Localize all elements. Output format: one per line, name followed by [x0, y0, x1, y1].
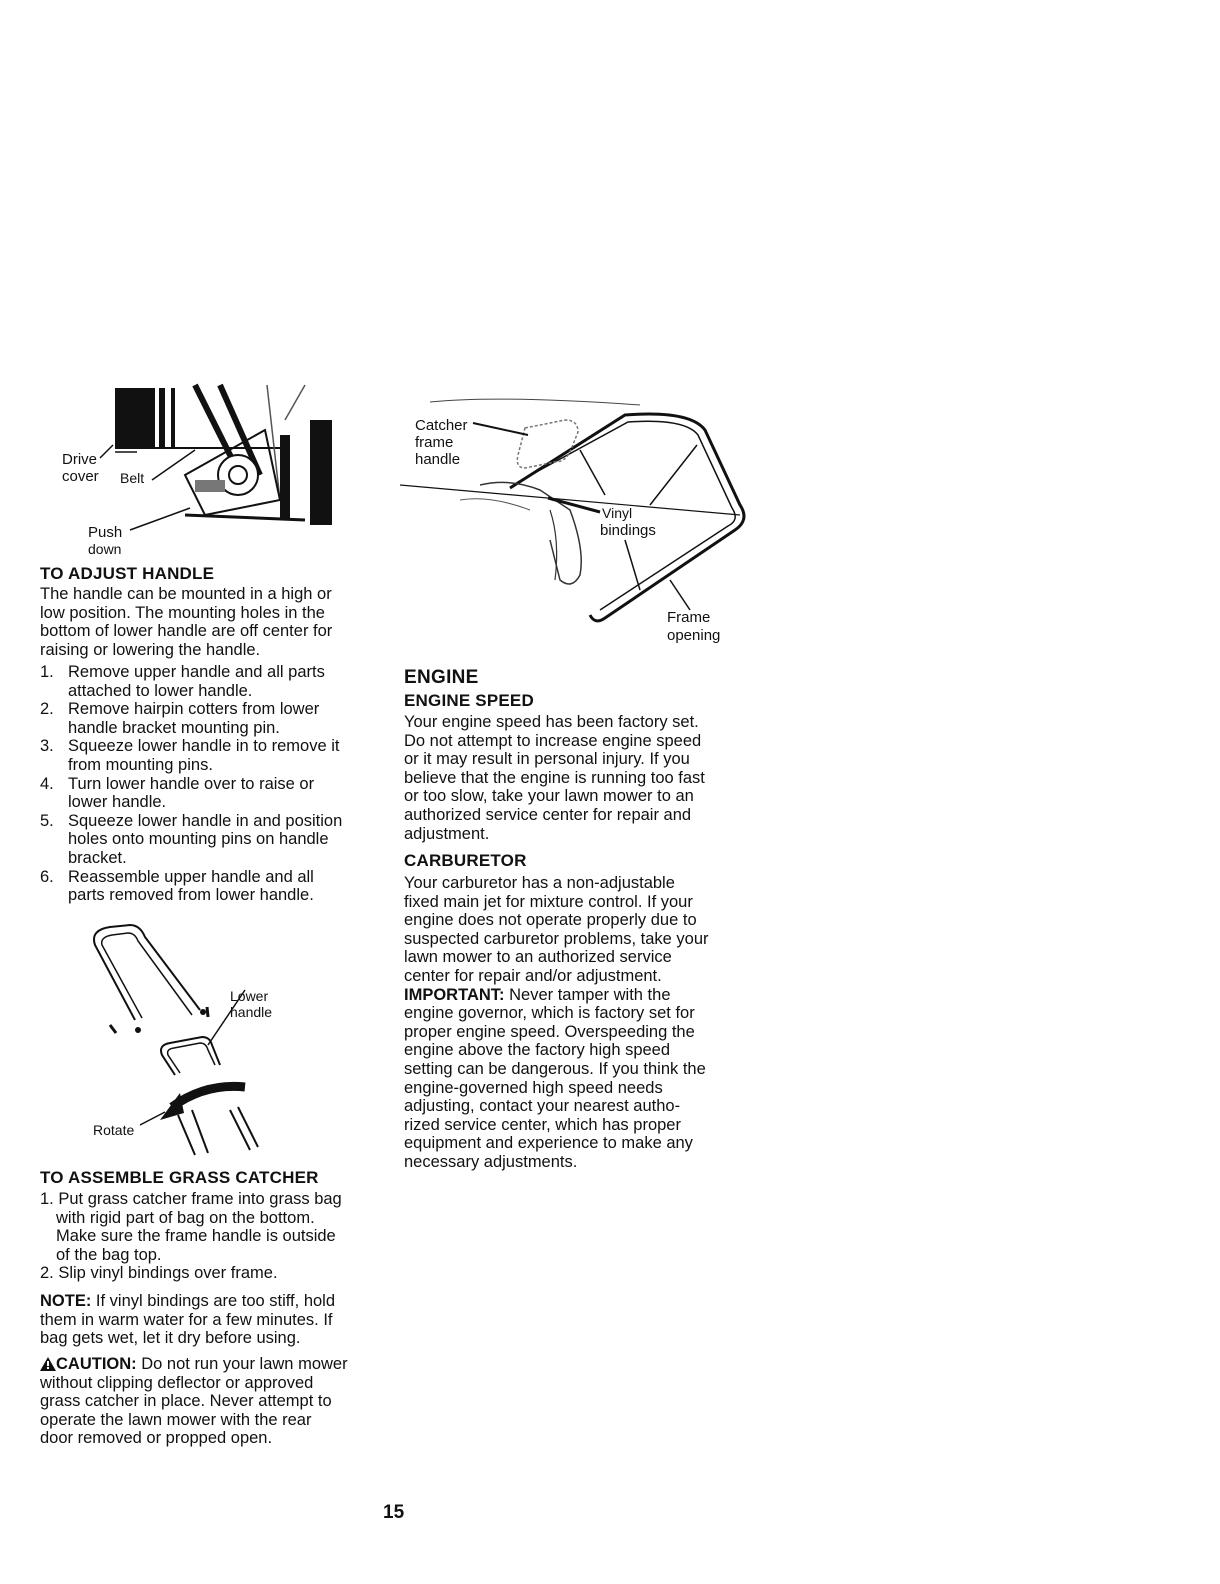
grass-catcher-steps	[40, 1190, 395, 1283]
label-cover: cover	[62, 468, 99, 485]
engine-speed-heading: ENGINE SPEED	[404, 691, 534, 710]
engine-speed-text: Your engine speed has been factory set. Do not attempt to increase engine speed or it may result in personal injury. If you believe that the engine is running too fast or too slow, take your lawn mower to an authorized service center for repair and adjustment.	[404, 713, 705, 843]
label-catcher: Catcher	[415, 417, 468, 434]
label-opening: opening	[667, 627, 721, 644]
carburetor-text: Your carburetor has a non-adjustable fixed main jet for mixture control. If your engine does not operate properly due to suspected carburetor problems, take your lawn mower to an authorized service center for repair and/or adjustment. IMPORTANT: Never tamper with the engine governor, which is factory set for proper engine speed. Overspeeding the engine above the factory high speed setting can be dangerous. If you think the engine-governed high speed needs adjusting, contact your nearest autho- rized service center, which has proper equipment and experience to make any necessary adjustments.	[404, 874, 709, 1171]
step-item: 6. Reassemble upper handle and all parts removed from lower handle.	[40, 867, 314, 905]
label-frame-2: Frame	[667, 609, 711, 626]
adjust-handle-intro	[40, 585, 385, 659]
intro-line: raising or lowering the handle.	[40, 640, 261, 659]
step-item: 4. Turn lower handle over to raise or lower handle.	[40, 774, 315, 812]
label-push: Push	[88, 524, 123, 541]
intro-line: low position. The mounting holes in the	[40, 603, 325, 622]
adjust-handle-steps	[40, 663, 390, 905]
label-frame: frame	[415, 434, 454, 451]
carburetor-heading: CARBURETOR	[404, 851, 527, 870]
engine-heading: ENGINE	[404, 667, 479, 688]
label-bindings: bindings	[600, 522, 656, 539]
step-item: 5. Squeeze lower handle in and position holes onto mounting pins on handle bracket.	[40, 811, 343, 867]
label-down: down	[88, 541, 122, 557]
grass-catcher-heading: TO ASSEMBLE GRASS CATCHER	[40, 1168, 319, 1187]
label-handle: handle	[415, 451, 461, 468]
label-vinyl: Vinyl	[602, 505, 633, 521]
gc-step-2: 2. Slip vinyl bindings over frame.	[40, 1264, 278, 1283]
label-lower: Lower	[230, 988, 269, 1004]
step-item: 2. Remove hairpin cotters from lower handle bracket mounting pin.	[40, 700, 320, 737]
intro-line: The handle can be mounted in a high or	[40, 585, 332, 603]
label-lower-handle: handle	[230, 1004, 273, 1020]
page-number: 15	[383, 1502, 405, 1523]
label-rotate: Rotate	[93, 1122, 135, 1138]
adjust-handle-heading: TO ADJUST HANDLE	[40, 564, 215, 583]
grass-catcher-note: NOTE: If vinyl bindings are too stiff, hold them in warm water for a few minutes. If bag gets wet, let it dry before using.	[40, 1292, 336, 1348]
intro-line: bottom of lower handle are off center for	[40, 622, 333, 641]
gc-step-1: 1. Put grass catcher frame into grass bag with rigid part of bag on the bottom. Make sure the frame handle is outside of the bag top.	[40, 1190, 342, 1264]
step-item: 1. Remove upper handle and all parts attached to lower handle.	[40, 663, 325, 700]
step-item: 3. Squeeze lower handle in to remove it from mounting pins.	[40, 737, 340, 774]
label-belt: Belt	[120, 470, 145, 486]
grass-catcher-caution: CAUTION: Do not run your lawn mower without clipping deflector or approved grass catcher in place. Never attempt to operate the lawn mower with the rear door removed or propped open.	[40, 1355, 348, 1448]
warning-triangle-icon	[40, 1357, 56, 1371]
label-drive: Drive	[62, 451, 98, 468]
